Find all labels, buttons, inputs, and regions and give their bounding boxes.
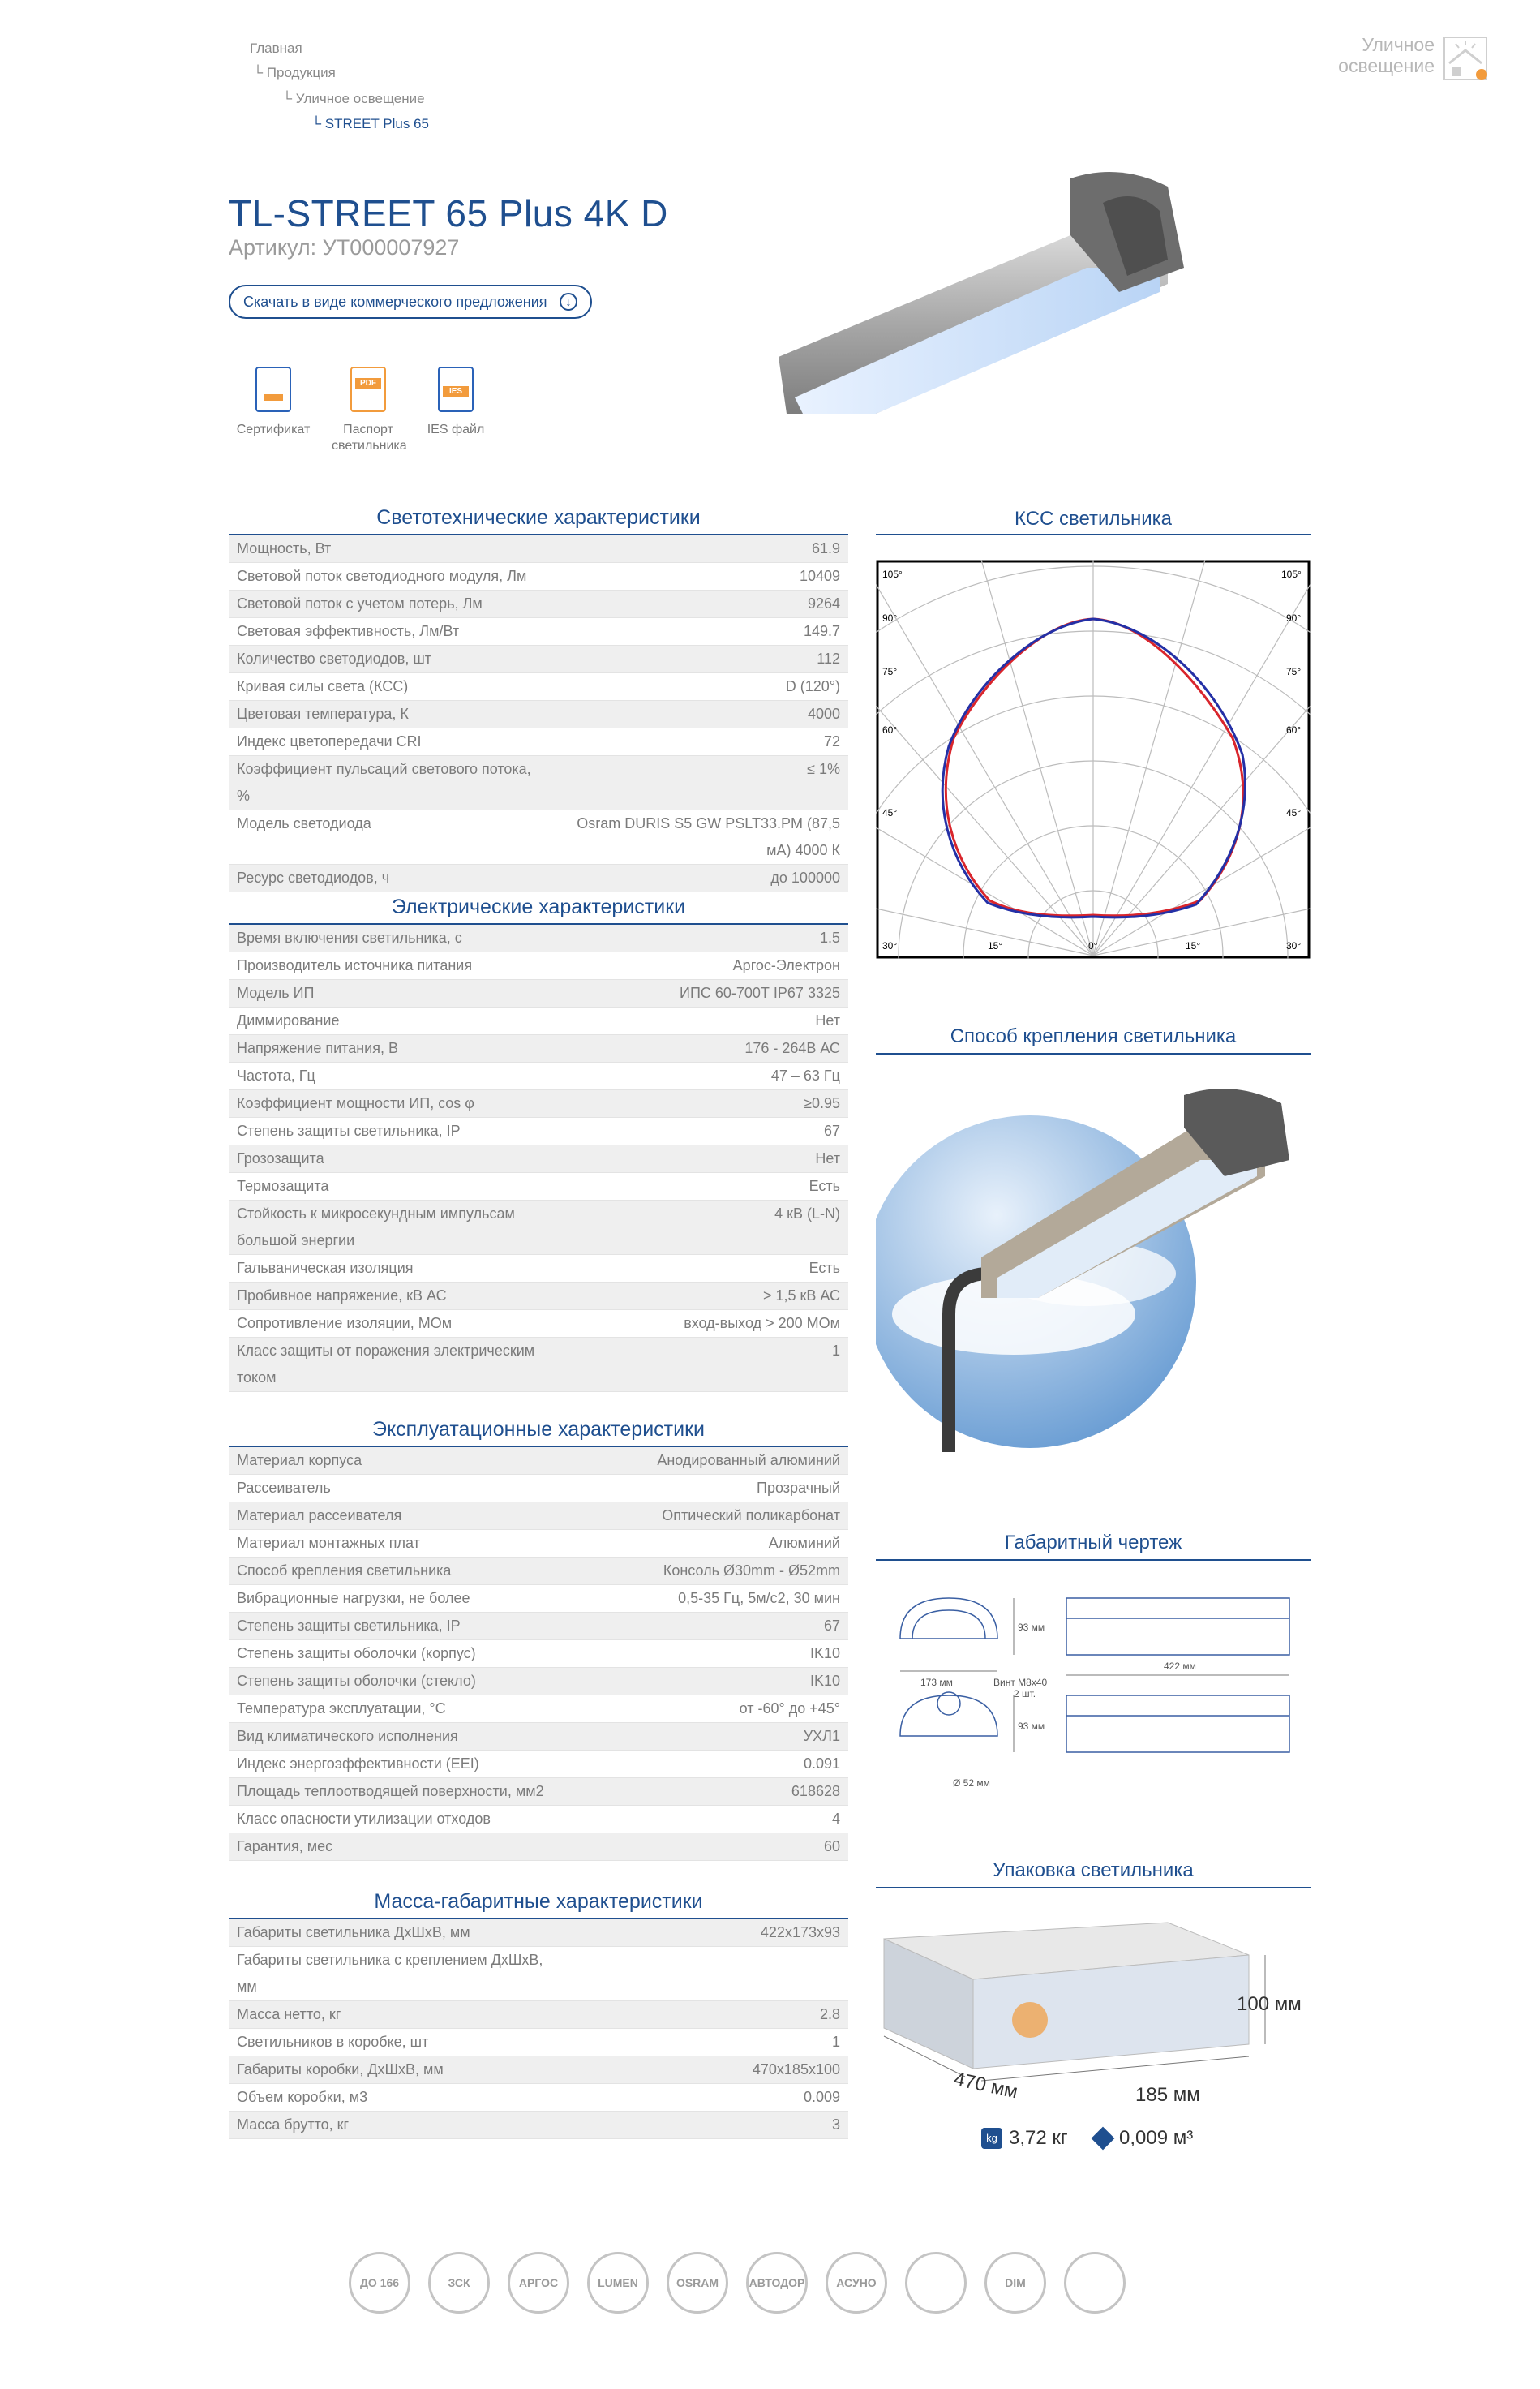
kss-angle-label: 60°: [1286, 724, 1302, 736]
spec-label: Вибрационные нагрузки, не более: [229, 1585, 553, 1613]
pack-height-label: 100 мм: [1237, 1993, 1302, 2015]
spec-value: 60: [553, 1833, 848, 1861]
spec-value: 422х173х93: [553, 1919, 848, 1947]
spec-row: [229, 535, 848, 563]
spec-value: ≤ 1%: [553, 756, 848, 810]
spec-row: [229, 1338, 848, 1392]
spec-label: Диммирование: [229, 1008, 553, 1035]
spec-value: 112: [553, 646, 848, 673]
spec-row: [229, 952, 848, 980]
breadcrumb-products[interactable]: [253, 65, 336, 81]
kss-angle-label: 30°: [1286, 940, 1302, 952]
certificate-icon: [255, 367, 291, 412]
spec-label: Объем коробки, м3: [229, 2084, 553, 2112]
spec-value: 0.009: [553, 2084, 848, 2112]
spec-value: 10409: [553, 563, 848, 591]
spec-label: Гарантия, мес: [229, 1833, 553, 1861]
spec-label: Вид климатического исполнения: [229, 1723, 553, 1751]
logo-badge: ДО 166: [349, 2252, 410, 2314]
pdf-icon: [350, 367, 386, 412]
spec-value: Консоль Ø30mm - Ø52mm: [553, 1558, 848, 1585]
breadcrumb-street-lighting[interactable]: [282, 91, 425, 107]
spec-label: Световая эффективность, Лм/Вт: [229, 618, 553, 646]
spec-row: [229, 1947, 848, 2001]
spec-row: [229, 563, 848, 591]
dim-screw-label: Винт М8х40: [993, 1677, 1048, 1688]
spec-value: 618628: [553, 1778, 848, 1806]
logo-badge: DIM: [984, 2252, 1046, 2314]
spec-row: [229, 1613, 848, 1640]
logo-badge: ЗСК: [428, 2252, 490, 2314]
spec-label: Пробивное напряжение, кВ АС: [229, 1283, 553, 1310]
electric-spec-table: [229, 925, 848, 1392]
spec-row: [229, 865, 848, 892]
spec-label: Материал монтажных плат: [229, 1530, 553, 1558]
spec-label: Индекс цветопередачи CRI: [229, 728, 553, 756]
operating-spec-table: [229, 1447, 848, 1861]
spec-label: Класс защиты от поражения электрическим током: [229, 1338, 553, 1392]
spec-row: [229, 1833, 848, 1861]
spec-value: Есть: [553, 1255, 848, 1283]
category-brand[interactable]: [1338, 34, 1490, 83]
kss-angle-label: 75°: [1286, 666, 1302, 677]
spec-row: [229, 1723, 848, 1751]
spec-value: 1.5: [553, 925, 848, 952]
spec-row: [229, 1063, 848, 1090]
spec-value: 1: [553, 2029, 848, 2056]
spec-value: 67: [553, 1613, 848, 1640]
logo-badge: АСУНО: [826, 2252, 887, 2314]
ies-icon: [438, 367, 474, 412]
spec-label: Модель светодиода: [229, 810, 553, 865]
spec-label: Световой поток светодиодного модуля, Лм: [229, 563, 553, 591]
certification-logos: [349, 2252, 1126, 2314]
spec-row: [229, 1695, 848, 1723]
download-offer-button[interactable]: [229, 285, 592, 319]
spec-row: [229, 2084, 848, 2112]
spec-row: [229, 925, 848, 952]
spec-row: [229, 1558, 848, 1585]
breadcrumb-current: [311, 116, 429, 132]
spec-label: Ресурс светодиодов, ч: [229, 865, 553, 892]
spec-label: Коэффициент мощности ИП, cos φ: [229, 1090, 553, 1118]
spec-label: Материал корпуса: [229, 1447, 553, 1475]
spec-label: Время включения светильника, с: [229, 925, 553, 952]
spec-row: [229, 1310, 848, 1338]
spec-row: [229, 1008, 848, 1035]
spec-value: Анодированный алюминий: [553, 1447, 848, 1475]
section-divider: [876, 1559, 1311, 1561]
spec-value: 67: [553, 1118, 848, 1145]
breadcrumb-connector: └: [253, 65, 267, 80]
breadcrumb-home[interactable]: Главная: [250, 41, 302, 56]
spec-row: [229, 1640, 848, 1668]
spec-label: Светильников в коробке, шт: [229, 2029, 553, 2056]
kss-angle-label: 45°: [1286, 807, 1302, 819]
spec-value: 1: [553, 1338, 848, 1392]
breadcrumb-connector: └: [311, 116, 325, 131]
spec-label: Масса брутто, кг: [229, 2112, 553, 2139]
spec-label: Гальваническая изоляция: [229, 1255, 553, 1283]
kss-angle-label: 30°: [882, 940, 898, 952]
dim-diameter-label: Ø 52 мм: [953, 1777, 990, 1789]
spec-row: [229, 1475, 848, 1502]
spec-value: УХЛ1: [553, 1723, 848, 1751]
spec-row: [229, 1751, 848, 1778]
shield-icon: [905, 2252, 967, 2314]
spec-label: Количество светодиодов, шт: [229, 646, 553, 673]
spec-value: 4 кВ (L-N): [553, 1201, 848, 1255]
spec-value: IK10: [553, 1640, 848, 1668]
spec-row: [229, 618, 848, 646]
spec-label: Габариты светильника с креплением ДхШхВ, мм: [229, 1947, 553, 2001]
spec-value: Нет: [553, 1145, 848, 1173]
kss-polar-chart: [876, 560, 1311, 959]
section-divider: [876, 1887, 1311, 1888]
logo-badge: [1064, 2252, 1126, 2314]
spec-value: 0,5-35 Гц, 5м/с2, 30 мин: [553, 1585, 848, 1613]
spec-label: Степень защиты светильника, IP: [229, 1613, 553, 1640]
electric-section-title: Электрические характеристики: [391, 896, 686, 918]
spec-value: 4000: [553, 701, 848, 728]
spec-value: Алюминий: [553, 1530, 848, 1558]
spec-label: Сопротивление изоляции, МОм: [229, 1310, 553, 1338]
dim-length-label: 422 мм: [1164, 1661, 1196, 1672]
download-offer-label: Скачать в виде коммерческого предложения: [243, 293, 547, 310]
certificate-label: Сертификат: [236, 423, 311, 436]
spec-value: Прозрачный: [553, 1475, 848, 1502]
light-spec-table: [229, 535, 848, 892]
spec-value: вход-выход > 200 МОм: [553, 1310, 848, 1338]
logo-badge: LUMEN: [587, 2252, 649, 2314]
spec-value: Аргос-Электрон: [553, 952, 848, 980]
spec-value: 0.091: [553, 1751, 848, 1778]
breadcrumb-connector: └: [282, 91, 296, 106]
kss-angle-label: 60°: [882, 724, 898, 736]
spec-value: D (120°): [553, 673, 848, 701]
ies-label: IES файл: [427, 423, 485, 436]
kss-angle-label: 75°: [882, 666, 898, 677]
spec-label: Термозащита: [229, 1173, 553, 1201]
pack-weight-value: 3,72 кг: [1009, 2127, 1068, 2149]
spec-row: [229, 591, 848, 618]
spec-row: [229, 756, 848, 810]
spec-row: [229, 1201, 848, 1255]
spec-label: Масса нетто, кг: [229, 2001, 553, 2029]
passport-label: Паспорт светильника: [332, 423, 407, 453]
kss-angle-label: 45°: [882, 807, 898, 819]
spec-label: Мощность, Вт: [229, 535, 553, 563]
mass-section-title: Масса-габаритные характеристики: [374, 1890, 703, 1913]
mounting-image: [876, 1071, 1311, 1460]
download-icon: ↓: [560, 293, 577, 311]
spec-value: [553, 1947, 848, 2001]
kss-angle-label: 105°: [882, 569, 903, 580]
spec-label: Световой поток с учетом потерь, Лм: [229, 591, 553, 618]
spec-label: Степень защиты светильника, IP: [229, 1118, 553, 1145]
light-section-title: Светотехнические характеристики: [376, 506, 701, 529]
spec-value: > 1,5 кВ АС: [553, 1283, 848, 1310]
brand-line2: освещение: [1338, 55, 1435, 76]
pack-weight: [981, 2127, 1068, 2150]
spec-value: Есть: [553, 1173, 848, 1201]
spec-row: [229, 1145, 848, 1173]
spec-row: [229, 1173, 848, 1201]
pdf-badge: PDF: [355, 378, 381, 389]
spec-row: [229, 1778, 848, 1806]
mass-spec-table: [229, 1919, 848, 2139]
kss-angle-label: 15°: [988, 940, 1003, 952]
dimension-drawing: [884, 1582, 1306, 1801]
cube-icon: [1092, 2127, 1115, 2151]
spec-row: [229, 1255, 848, 1283]
spec-label: Материал рассеивателя: [229, 1502, 553, 1530]
spec-value: 2.8: [553, 2001, 848, 2029]
spec-label: Цветовая температура, К: [229, 701, 553, 728]
spec-row: [229, 2001, 848, 2029]
spec-label: Способ крепления светильника: [229, 1558, 553, 1585]
dim-width-label: 173 мм: [920, 1677, 953, 1688]
spec-row: [229, 1806, 848, 1833]
spec-label: Производитель источника питания: [229, 952, 553, 980]
spec-row: [229, 1668, 848, 1695]
breadcrumb-street-label[interactable]: Уличное освещение: [295, 91, 425, 106]
pack-volume-value: 0,009 м³: [1119, 2127, 1194, 2149]
drawing-title: Габаритный чертеж: [1004, 1532, 1182, 1553]
mount-title: Способ крепления светильника: [950, 1025, 1237, 1047]
certificate-link[interactable]: [225, 367, 322, 438]
spec-row: [229, 980, 848, 1008]
spec-row: [229, 1530, 848, 1558]
kss-angle-label: 0°: [1088, 940, 1098, 952]
category-brand-text: [1338, 34, 1435, 76]
spec-row: [229, 2056, 848, 2084]
brand-line1: Уличное: [1362, 34, 1435, 55]
logo-badge: АРГОС: [508, 2252, 569, 2314]
spec-row: [229, 2029, 848, 2056]
pack-length-label: 470 мм: [951, 2068, 1020, 2103]
spec-row: [229, 701, 848, 728]
spec-value: 176 - 264В АС: [553, 1035, 848, 1063]
spec-row: [229, 1118, 848, 1145]
kss-angle-label: 90°: [1286, 612, 1302, 624]
spec-value: ≥0.95: [553, 1090, 848, 1118]
spec-value: 149.7: [553, 618, 848, 646]
spec-row: [229, 810, 848, 865]
spec-row: [229, 1919, 848, 1947]
spec-value: от -60° до +45°: [553, 1695, 848, 1723]
spec-row: [229, 673, 848, 701]
spec-value: 4: [553, 1806, 848, 1833]
spec-value: 470х185х100: [553, 2056, 848, 2084]
logo-badge: АВТОДОР: [746, 2252, 808, 2314]
kss-angle-label: 105°: [1281, 569, 1302, 580]
product-image: [779, 170, 1314, 438]
passport-link[interactable]: [321, 367, 415, 454]
logo-badge: OSRAM: [667, 2252, 728, 2314]
spec-value: 72: [553, 728, 848, 756]
spec-value: IK10: [553, 1668, 848, 1695]
spec-row: [229, 1090, 848, 1118]
spec-label: Частота, Гц: [229, 1063, 553, 1090]
spec-value: 9264: [553, 591, 848, 618]
spec-row: [229, 646, 848, 673]
spec-row: [229, 1585, 848, 1613]
section-divider: [876, 534, 1311, 535]
spec-value: 47 – 63 Гц: [553, 1063, 848, 1090]
spec-label: Кривая силы света (КСС): [229, 673, 553, 701]
breadcrumb-current-label: STREET Plus 65: [324, 116, 429, 131]
kss-angle-label: 90°: [882, 612, 898, 624]
spec-label: Рассеиватель: [229, 1475, 553, 1502]
kss-title: КСС светильника: [1014, 508, 1172, 530]
ies-badge: IES: [443, 386, 469, 397]
spec-row: [229, 1035, 848, 1063]
spec-value: 61.9: [553, 535, 848, 563]
spec-row: [229, 1283, 848, 1310]
spec-value: Оптический поликарбонат: [553, 1502, 848, 1530]
ies-link[interactable]: [407, 367, 504, 438]
spec-label: Напряжение питания, В: [229, 1035, 553, 1063]
spec-label: Габариты светильника ДхШхВ, мм: [229, 1919, 553, 1947]
product-title: TL-STREET 65 Plus 4K D: [229, 192, 668, 234]
spec-label: Габариты коробки, ДхШхВ, мм: [229, 2056, 553, 2084]
section-divider: [876, 1053, 1311, 1055]
spec-row: [229, 1447, 848, 1475]
operating-section-title: Эксплуатационные характеристики: [372, 1418, 705, 1441]
spec-label: Температура эксплуатации, °С: [229, 1695, 553, 1723]
spec-label: Коэффициент пульсаций светового потока, %: [229, 756, 553, 810]
pack-volume: [1093, 2127, 1193, 2150]
spec-label: Площадь теплоотводящей поверхности, мм2: [229, 1778, 553, 1806]
spec-label: Стойкость к микросекундным импульсам большой энергии: [229, 1201, 553, 1255]
spec-value: 3: [553, 2112, 848, 2139]
breadcrumb-products-label[interactable]: Продукция: [266, 65, 336, 80]
spec-label: Грозозащита: [229, 1145, 553, 1173]
spec-label: Степень защиты оболочки (корпус): [229, 1640, 553, 1668]
weight-icon: kg: [981, 2128, 1002, 2149]
spec-label: Степень защиты оболочки (стекло): [229, 1668, 553, 1695]
spec-row: [229, 2112, 848, 2139]
spec-label: Индекс энергоэффективности (EEI): [229, 1751, 553, 1778]
spec-row: [229, 728, 848, 756]
spec-value: Нет: [553, 1008, 848, 1035]
dim-height-label: 93 мм: [1018, 1622, 1045, 1633]
spec-value: до 100000: [553, 865, 848, 892]
product-article: Артикул: УТ000007927: [229, 235, 460, 260]
dim-height2-label: 93 мм: [1018, 1721, 1045, 1732]
spec-label: Модель ИП: [229, 980, 553, 1008]
street-light-icon: [1441, 34, 1490, 83]
pack-width-label: 185 мм: [1135, 2084, 1200, 2106]
spec-value: Osram DURIS S5 GW PSLT33.PM (87,5 мА) 4000 К: [553, 810, 848, 865]
kss-angle-label: 15°: [1186, 940, 1201, 952]
pack-title: Упаковка светильника: [993, 1859, 1194, 1881]
spec-value: ИПС 60-700Т IP67 3325: [553, 980, 848, 1008]
spec-row: [229, 1502, 848, 1530]
package-image: [876, 1906, 1314, 2125]
dim-screw-count-label: 2 шт.: [1014, 1688, 1036, 1699]
spec-label: Класс опасности утилизации отходов: [229, 1806, 553, 1833]
